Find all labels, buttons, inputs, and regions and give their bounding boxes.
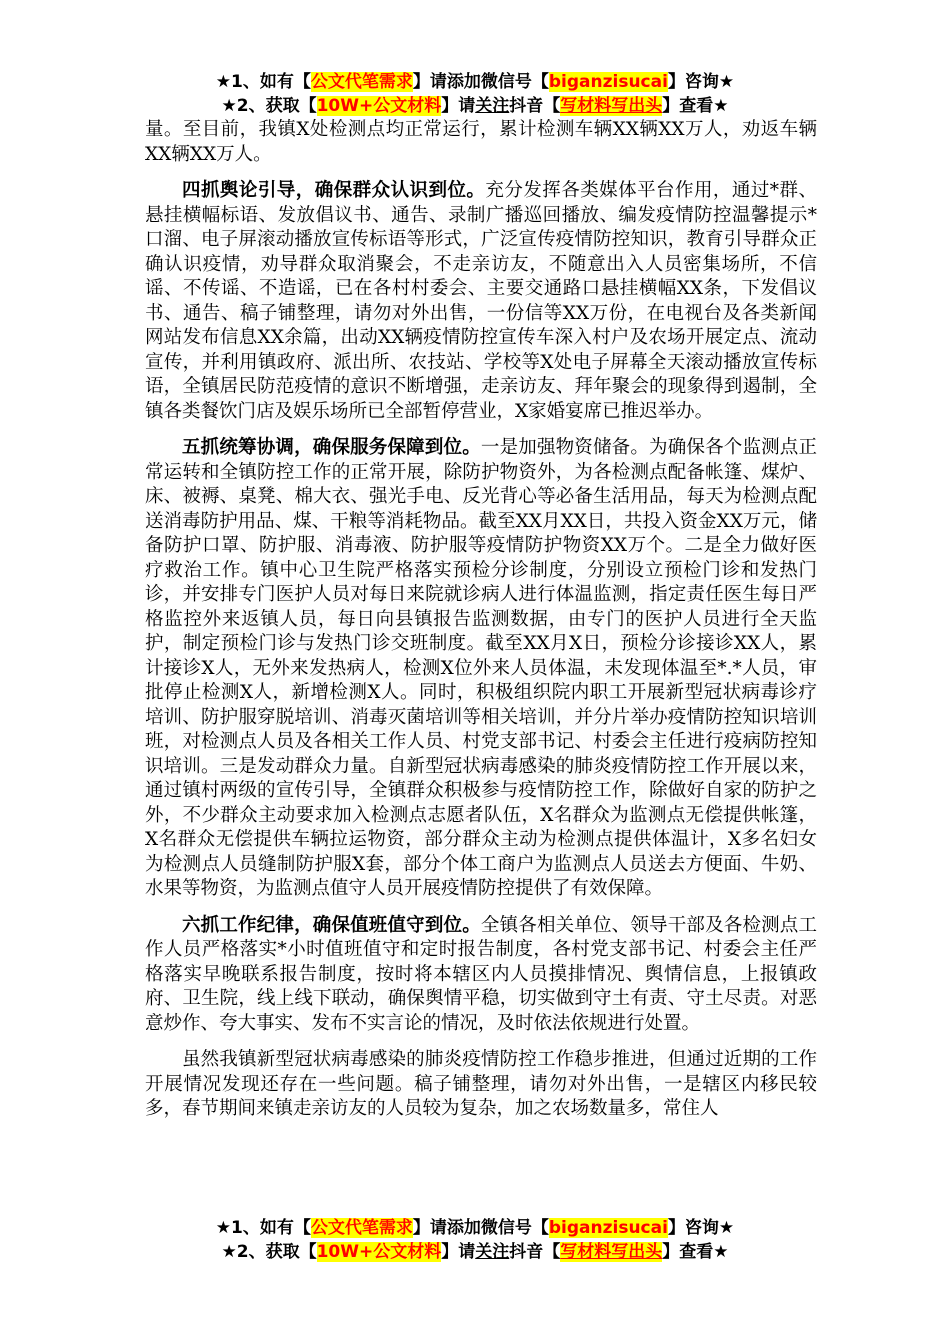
banner-highlight: 公文代笔需求 bbox=[310, 72, 413, 92]
banner-text: 微信号【 bbox=[480, 72, 549, 92]
banner-emphasis: 添加 bbox=[446, 72, 481, 92]
banner-line-2 bbox=[0, 1240, 950, 1264]
paragraph bbox=[145, 1048, 817, 1122]
banner-text: 】请 bbox=[441, 1242, 476, 1262]
paragraph-heading: 六抓工作纪律，确保值班值守到位。 bbox=[182, 914, 481, 936]
paragraph-text: 全镇各相关单位、领导干部及各检测点工作人员严格落实*小时值班值守和定时报告制度，各村党支部书记、村委会主任严格落实早晚联系报告制度，按时将本辖区内人员摸排情况、舆情信息，上报镇政府、卫生院，线上线下联动，确保舆情平稳，切实做到守土有责、守土尽责。对恶意炒作、夸大事实、发布不实言论的情况，及时依法依规进行处置。 bbox=[145, 914, 817, 1034]
banner-line-2 bbox=[0, 94, 950, 118]
banner-text: ★1、如有【 bbox=[215, 1218, 311, 1238]
banner-highlight: 10W+公文材料 bbox=[316, 1242, 442, 1262]
banner-text: 】请 bbox=[412, 72, 447, 92]
banner-emphasis: 添加 bbox=[446, 1218, 481, 1238]
banner-text: ★2、获取【 bbox=[221, 1242, 317, 1262]
banner-text: ★1、如有【 bbox=[215, 72, 311, 92]
banner-highlight: 10W+公文材料 bbox=[316, 96, 442, 116]
paragraph-text: 充分发挥各类媒体平台作用，通过*群、悬挂横幅标语、发放倡议书、通告、录制广播巡回播放、编发疫情防控温馨提示*口溜、电子屏滚动播放宣传标语等形式，广泛宣传疫情防控知识，教育引导群众正确认识疫情，劝导群众取消聚会，不走亲访友，不随意出入人员密集场所，不信谣、不传谣、不造谣，已在各村村委会、主要交通路口悬挂横幅XX条，下发倡议书、通告、稿子铺整理，请勿对外出售，一份信等XX万份，在电视台及各类新闻网站发布信息XX余篇，出动XX辆疫情防控宣传车深入村户及农场开展定点、流动宣传，并利用镇政府、派出所、农技站、学校等X处电子屏幕全天滚动播放宣传标语，全镇居民防范疫情的意识不断增强，走亲访友、拜年聚会的现象得到遏制，全镇各类餐饮门店及娱乐场所已全部暂停营业，X家婚宴席已推迟举办。 bbox=[145, 180, 817, 422]
banner-line-1 bbox=[0, 1216, 950, 1240]
banner-text: 微信号【 bbox=[480, 1218, 549, 1238]
banner-highlight: biganzisucai bbox=[548, 72, 668, 92]
paragraph bbox=[145, 436, 817, 902]
document-body bbox=[145, 118, 817, 1134]
paragraph-heading: 四抓舆论引导，确保群众认识到位。 bbox=[182, 180, 486, 201]
footer-banner bbox=[0, 1216, 950, 1264]
banner-text: 抖音【 bbox=[509, 1242, 561, 1262]
paragraph-text: 一是加强物资储备。为确保各个监测点正常运转和全镇防控工作的正常开展，除防护物资外，为各检测点配备帐篷、煤炉、床、被褥、桌凳、棉大衣、强光手电、反光背心等必备生活用品，每天为检测点配送消毒防护用品、煤、干粮等消耗物品。截至XX月XX日，共投入资金XX万元，储备防护口罩、防护服、消毒液、防护服等疫情防护物资XX万个。二是全力做好医疗救治工作。镇中心卫生院严格落实预检分诊制度，分别设立预检门诊和发热门诊，并安排专门医护人员对每日来院就诊病人进行体温监测，指定责任医生每日严格监控外来返镇人员，每日向县镇报告监测数据，由专门的医护人员进行全天监护，制定预检门诊与发热门诊交班制度。截至XX月X日，预检分诊接诊XX人，累计接诊X人，无外来发热病人，检测X位外来人员体温，未发现体温至*.*人员，审批停止检测X人，新增检测X人。同时，积极组织院内职工开展新型冠状病毒诊疗培训、防护服穿脱培训、消毒灭菌培训等相关培训，并分片举办疫情防控知识培训班，对检测点人员及各相关工作人员、村党支部书记、村委会主任进行疫病防控知识培训。三是发动群众力量。自新型冠状病毒感染的肺炎疫情防控工作开展以来，通过镇村两级的宣传引导，全镇群众积极参与疫情防控工作，除做好自家的防护之外，不少群众主动要求加入检测点志愿者队伍，X名群众为监测点无偿提供帐篷，X名群众无偿提供车辆拉运物资，部分群众主动为检测点提供体温计，X多名妇女为检测点人员缝制防护服X套，部分个体工商户为监测点人员送去方便面、牛奶、水果等物资，为监测点值守人员开展疫情防控提供了有效保障。 bbox=[145, 437, 817, 899]
banner-text: 】查看★ bbox=[662, 96, 729, 116]
banner-line-1 bbox=[0, 70, 950, 94]
banner-highlight: 写材料写出头 bbox=[560, 1242, 663, 1262]
banner-text: 】咨询★ bbox=[667, 1218, 735, 1238]
banner-highlight: 写材料写出头 bbox=[560, 96, 663, 116]
banner-text: 】咨询★ bbox=[667, 72, 735, 92]
banner-text: 】请 bbox=[412, 1218, 447, 1238]
banner-highlight: biganzisucai bbox=[548, 1218, 668, 1238]
paragraph bbox=[145, 914, 817, 1037]
banner-text: 抖音【 bbox=[509, 96, 561, 116]
banner-highlight: 公文代笔需求 bbox=[310, 1218, 413, 1238]
banner-text: 】请 bbox=[441, 96, 476, 116]
header-banner bbox=[0, 70, 950, 118]
banner-text: 】查看★ bbox=[662, 1242, 729, 1262]
banner-text: ★2、获取【 bbox=[221, 96, 317, 116]
paragraph-text: 虽然我镇新型冠状病毒感染的肺炎疫情防控工作稳步推进，但通过近期的工作开展情况发现还存在一些问题。稿子铺整理，请勿对外出售，一是辖区内移民较多，春节期间来镇走亲访友的人员较为复杂，加之农场数量多，常住人 bbox=[145, 1049, 817, 1119]
paragraph-heading: 五抓统筹协调，确保服务保障到位。 bbox=[182, 437, 481, 458]
paragraph bbox=[145, 179, 817, 424]
paragraph bbox=[145, 118, 817, 167]
banner-emphasis: 关注 bbox=[475, 96, 510, 116]
banner-emphasis: 关注 bbox=[475, 1242, 510, 1262]
paragraph-text: 量。至目前，我镇X处检测点均正常运行，累计检测车辆XX辆XX万人，劝返车辆XX辆XX万人。 bbox=[145, 119, 817, 165]
